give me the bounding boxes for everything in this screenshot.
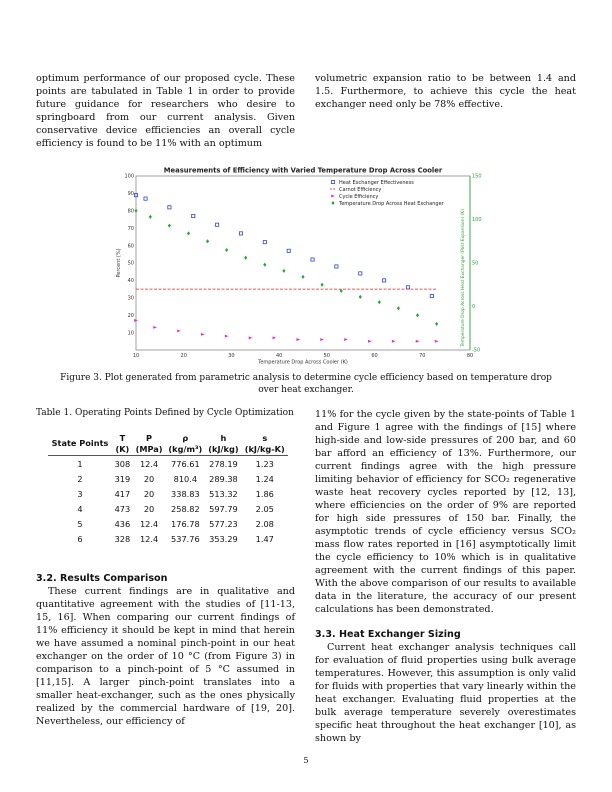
- table-row: 2 319 20 810.4 289.38 1.24: [77, 473, 274, 484]
- y2-tick-label: 150: [472, 173, 482, 180]
- x-axis-label: Temperature Drop Across Cooler (K): [258, 359, 348, 366]
- legend-entry-carnot: Carnot Efficiency: [339, 186, 382, 193]
- y-tick-label: 90: [127, 191, 134, 198]
- x-tick-label: 50: [323, 353, 331, 359]
- x-tick-label: 20: [180, 353, 187, 359]
- header-pressure: P (MPa): [133, 432, 166, 456]
- paragraph-heat-exchanger-sizing: Current heat exchanger analysis techniques call for evaluation of fluid properties using bulk average temperatures. However, this assumption is only valid for fluids with properties that vary linearly within the heat exchanger. Evaluating fluid properties at the bulk average temperature severely overestimates specific heat throughout the heat exchanger [10], as shown by: [315, 642, 576, 744]
- x-tick-label: 40: [275, 353, 283, 359]
- x-tick-label: 30: [228, 353, 235, 359]
- table-row: 4 473 20 258.82 597.79 2.05: [77, 503, 274, 514]
- y2-tick-label: 0: [472, 304, 476, 311]
- y-tick-label: 80: [127, 208, 134, 215]
- header-enthalpy: h (kJ/kg): [205, 432, 241, 456]
- header-temperature: T (K): [112, 432, 133, 456]
- table-row: 5 436 12.4 176.78 577.23 2.08: [77, 518, 274, 529]
- x-tick-label: 10: [132, 353, 140, 359]
- figure-caption: Figure 3. Plot generated from parametric analysis to determine cycle efficiency based on temperature drop over heat exchanger.: [60, 373, 552, 395]
- section-heading-3-2: 3.2. Results Comparison: [36, 573, 168, 584]
- table-row: 6 328 12.4 537.76 353.29 1.47: [77, 533, 274, 544]
- header-state-points: State Points: [48, 432, 112, 456]
- x-tick-label: 80: [466, 353, 474, 359]
- page-number: 5: [303, 756, 309, 766]
- chart-title: Measurements of Efficiency with Varied Temperature Drop Across Cooler: [163, 166, 443, 175]
- x-tick-label: 60: [371, 353, 378, 359]
- y2-tick-label: 100: [472, 217, 482, 224]
- y-tick-label: 100: [124, 173, 134, 180]
- efficiency-chart: [108, 164, 482, 366]
- section-heading-3-3: 3.3. Heat Exchanger Sizing: [315, 629, 461, 640]
- y2-tick-label: 50: [472, 260, 479, 267]
- legend-entry-effectiveness: Heat Exchanger Effectiveness: [339, 179, 414, 186]
- right-column-bottom: [315, 408, 576, 745]
- header-entropy: s (kJ/kg-K): [242, 432, 288, 456]
- figure-3: [108, 164, 482, 366]
- y-tick-label: 60: [127, 243, 134, 250]
- paragraph-left-top: optimum performance of our proposed cycle. These points are tabulated in Table 1 in order to provide future guidance for researchers who desire to springboard from our current analysis. Given conservative device efficiencies an overall cycle efficiency is found to be 11% with an optimum: [36, 73, 295, 149]
- y-tick-label: 70: [127, 225, 134, 232]
- y-axis-label: Percent (%): [116, 248, 122, 278]
- table-row: 1 308 12.4 776.61 278.19 1.23: [77, 458, 274, 469]
- y2-tick-label: -50: [472, 347, 481, 354]
- y-tick-label: 40: [127, 278, 134, 285]
- header-density: ρ (kg/m³): [165, 432, 205, 456]
- operating-points-table: [48, 432, 288, 546]
- x-tick-label: 70: [419, 353, 426, 359]
- table-header-row: [48, 432, 288, 456]
- y2-axis-label: Temperature Drop Across Heat Exchanger (Post-Expansion) (K): [461, 209, 466, 347]
- y-tick-label: 50: [127, 260, 134, 267]
- section-results-comparison: [36, 572, 295, 728]
- table-caption: Table 1. Operating Points Defined by Cycle Optimization: [36, 408, 294, 418]
- y-tick-label: 10: [127, 330, 134, 337]
- paragraph-right-top: volumetric expansion ratio to be between 1.4 and 1.5. Furthermore, to achieve this cycle the heat exchanger need only be 78% effective.: [315, 73, 576, 110]
- y-tick-label: 30: [127, 295, 134, 302]
- table-row: 3 417 20 338.83 513.32 1.86: [77, 488, 274, 499]
- legend-entry-cycle: Cycle Efficiency: [339, 193, 379, 200]
- paragraph-right-bottom: 11% for the cycle given by the state-points of Table 1 and Figure 1 agree with the findings of [15] where high-side and low-side pressures of 200 bar, and 60 bar afford an efficiency of 13%. Furthermore, our current findings agree with the high pressure limiting behavior of efficiency for SCO₂ regenerative waste heat recovery cycles reported by [12, 13], where efficiencies on the order of 9% are reported for high side pressures of 150 bar. Finally, the asymptotic trends of cycle efficiency versus SCO₂ mass flow rates reported in [16] asymptotically limit the cycle efficiency to 10% which is in qualitative agreement with the current findings of this paper. With the above comparison of our results to available data in the literature, the accuracy of our present calculations has been demonstrated.: [315, 409, 576, 615]
- paragraph-results-comparison: These current findings are in qualitative and quantitative agreement with the studies of [11-13, 15, 16]. When comparing our current findings of 11% efficiency it should be kept in mind that herein we have assumed a nominal pinch-point in our heat exchanger on the order of 10 °C (from Figure 3) in comparison to a pinch-point of 5 °C assumed in [11,15]. A larger pinch-point translates into a smaller heat-exchanger, such as the ones physically realized by the commercial hardware of [19, 20]. Nevertheless, our efficiency of: [36, 586, 295, 727]
- y-tick-label: 20: [127, 312, 134, 319]
- legend-entry-temp_drop: Temperature Drop Across Heat Exchanger: [339, 200, 444, 207]
